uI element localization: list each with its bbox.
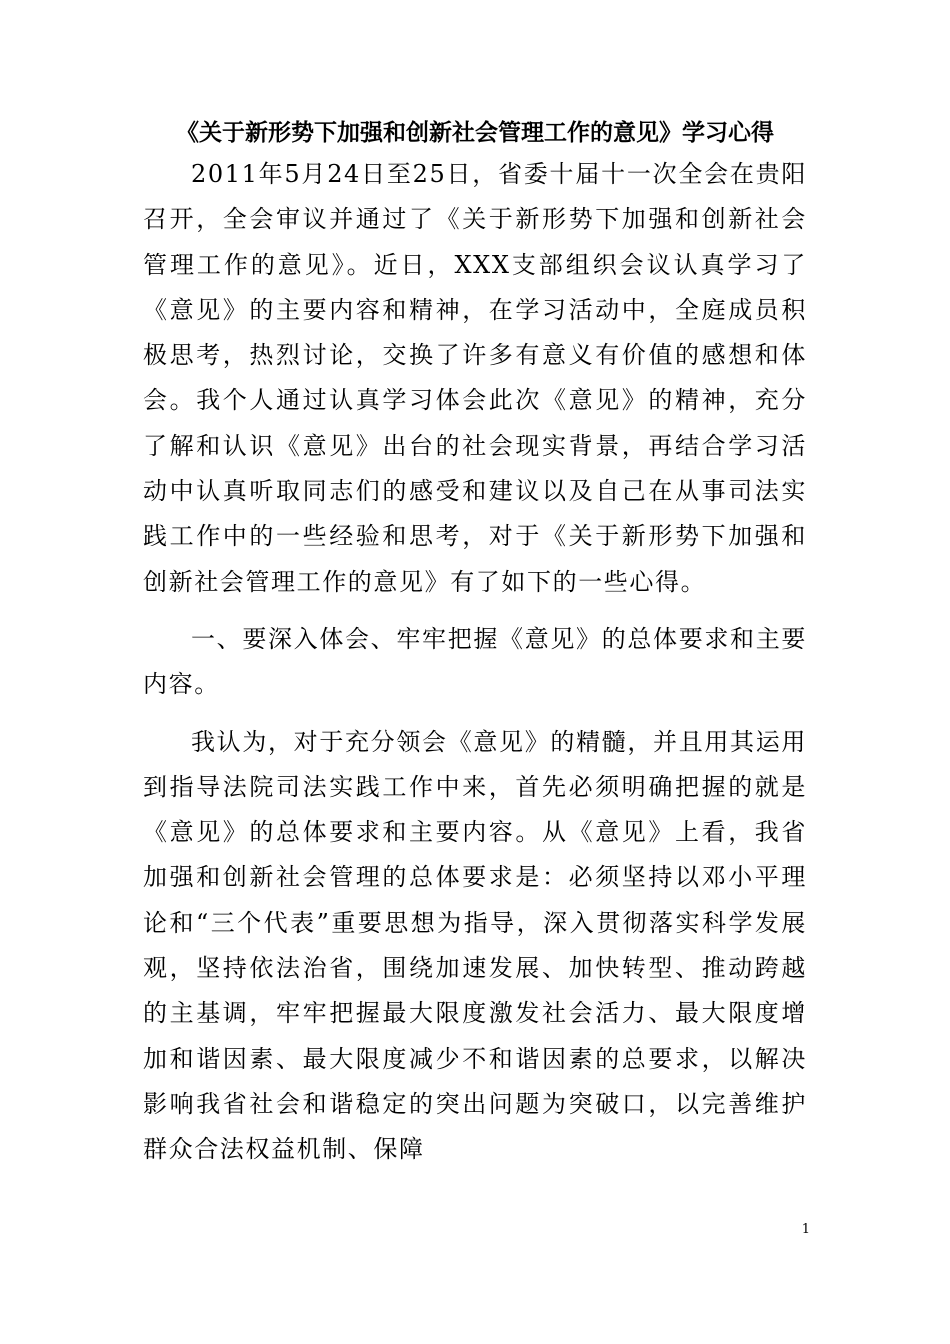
section-heading-1: 一、要深入体会、牢牢把握《意见》的总体要求和主要内容。 bbox=[143, 624, 807, 699]
document-body bbox=[143, 152, 807, 1173]
document-title: 《关于新形势下加强和创新社会管理工作的意见》学习心得 bbox=[176, 120, 774, 146]
page-number: 1 bbox=[801, 1222, 810, 1237]
paragraph-section-1: 我认为，对于充分领会《意见》的精髓，并且用其运用到指导法院司法实践工作中来，首先必须明确把握的就是《意见》的总体要求和主要内容。从《意见》上看，我省加强和创新社会管理的总体要求是：必须坚持以邓小平理论和“三个代表”重要思想为指导，深入贯彻落实科学发展观，坚持依法治省，围绕加速发展、加快转型、推动跨越的主基调，牢牢把握最大限度激发社会活力、最大限度增加和谐因素、最大限度减少不和谐因素的总要求，以解决影响我省社会和谐稳定的突出问题为突破口，以完善维护群众合法权益机制、保障 bbox=[143, 727, 807, 1164]
paragraph-intro: 2011年5月24日至25日，省委十届十一次全会在贵阳召开，全会审议并通过了《关于新形势下加强和创新社会管理工作的意见》。近日，XXX支部组织会议认真学习了《意见》的主要内容和精神，在学习活动中，全庭成员积极思考，热烈讨论，交换了许多有意义有价值的感想和体会。我个人通过认真学习体会此次《意见》的精神，充分了解和认识《意见》出台的社会现实背景，再结合学习活动中认真听取同志们的感受和建议以及自己在从事司法实践工作中的一些经验和思考，对于《关于新形势下加强和创新社会管理工作的意见》有了如下的一些心得。 bbox=[143, 160, 807, 596]
